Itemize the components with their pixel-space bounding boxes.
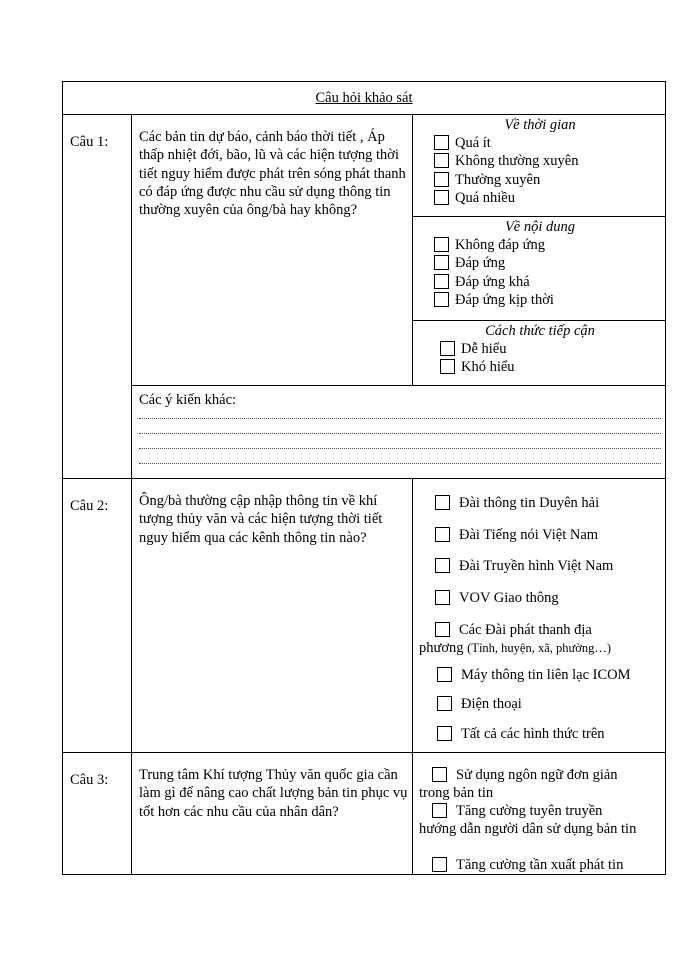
q1-content-section <box>413 218 667 309</box>
access-section-title: Cách thức tiếp cận <box>485 323 595 339</box>
option-ngon-ngu-don-gian[interactable]: Sử dụng ngôn ngữ đơn giản trong bản tin <box>419 767 618 801</box>
checkbox[interactable] <box>440 341 455 356</box>
checkbox[interactable] <box>434 274 449 289</box>
content-section-title: Về nội dung <box>504 219 576 235</box>
option-khong-dap-ung[interactable]: Không đáp ứng <box>434 236 667 254</box>
checkbox[interactable] <box>432 803 447 818</box>
option-may-thong-tin-icom[interactable]: Máy thông tin liên lạc ICOM <box>413 666 667 684</box>
checkbox[interactable] <box>434 172 449 187</box>
q3-number: Câu 3: <box>70 772 109 788</box>
answer-line[interactable] <box>139 463 661 464</box>
checkbox[interactable] <box>434 292 449 307</box>
q2-q3-divider <box>63 752 665 753</box>
checkbox[interactable] <box>435 558 450 573</box>
checkbox[interactable] <box>435 590 450 605</box>
option-dai-truyen-hinh-viet-nam[interactable]: Đài Truyền hình Việt Nam <box>413 557 667 575</box>
answer-line[interactable] <box>139 448 661 449</box>
option-khong-thuong-xuyen[interactable]: Không thường xuyên <box>434 152 667 170</box>
option-dap-ung-kha[interactable]: Đáp ứng khá <box>434 273 667 291</box>
q1-access-section <box>413 322 667 377</box>
checkbox[interactable] <box>437 667 452 682</box>
survey-table <box>62 81 666 875</box>
others-label: Các ý kiến khác: <box>139 392 237 408</box>
title-divider <box>63 114 665 115</box>
checkbox[interactable] <box>437 726 452 741</box>
option-de-hieu[interactable]: Dễ hiểu <box>440 340 667 358</box>
checkbox[interactable] <box>432 767 447 782</box>
option-dap-ung-kip-thoi[interactable]: Đáp ứng kịp thời <box>434 291 667 309</box>
option-kho-hieu[interactable]: Khó hiểu <box>440 358 667 376</box>
checkbox[interactable] <box>435 495 450 510</box>
time-content-divider <box>412 216 665 217</box>
answer-line[interactable] <box>139 418 661 419</box>
checkbox[interactable] <box>434 237 449 252</box>
q1-text: Các bản tin dự báo, cảnh báo thời tiết , Áp thấp nhiệt đới, bão, lũ và các hiện tượng thời tiết nguy hiểm được phát trên sóng phát thanh có đáp ứng được nhu cầu sử dụng thông tin thường xuyên của ông/bà hay không? <box>139 129 406 219</box>
time-section-title: Về thời gian <box>504 117 576 133</box>
option-dap-ung[interactable]: Đáp ứng <box>434 254 667 272</box>
option-dai-thong-tin-duyen-hai[interactable]: Đài thông tin Duyên hải <box>413 494 667 512</box>
checkbox[interactable] <box>434 255 449 270</box>
answer-line[interactable] <box>139 433 661 434</box>
checkbox[interactable] <box>434 153 449 168</box>
checkbox[interactable] <box>434 190 449 205</box>
checkbox[interactable] <box>434 135 449 150</box>
checkbox[interactable] <box>432 857 447 872</box>
q3-text: Trung tâm Khí tượng Thủy văn quốc gia cần làm gì để nâng cao chất lượng bản tin phục vụ tốt hơn các nhu cầu của nhân dân? <box>139 767 408 820</box>
option-qua-nhieu[interactable]: Quá nhiều <box>434 189 667 207</box>
option-tang-cuong-tuyen-truyen[interactable]: Tăng cường tuyên truyền hướng dẫn người dân sử dụng bản tin <box>419 803 637 837</box>
option-dien-thoai[interactable]: Điện thoại <box>413 695 667 713</box>
option-tang-cuong-tan-xuat[interactable]: Tăng cường tần xuất phát tin <box>419 856 665 874</box>
q2-text: Ông/bà thường cập nhập thông tin về khí tượng thủy văn và các hiện tượng thời tiết nguy hiểm qua các kênh thông tin nào? <box>139 493 383 546</box>
q1-number: Câu 1: <box>70 134 109 150</box>
q1-q2-divider <box>63 478 665 479</box>
option-dai-tieng-noi-viet-nam[interactable]: Đài Tiếng nói Việt Nam <box>413 526 667 544</box>
checkbox[interactable] <box>435 527 450 542</box>
checkbox[interactable] <box>440 359 455 374</box>
checkbox[interactable] <box>435 622 450 637</box>
q1-time-section <box>413 116 667 207</box>
q1-others-divider <box>131 385 665 386</box>
option-dai-phat-thanh-dia-phuong[interactable]: Các Đài phát thanh địa phương (Tỉnh, huyện, xã, phường…) <box>419 622 612 656</box>
content-access-divider <box>412 320 665 321</box>
checkbox[interactable] <box>437 696 452 711</box>
survey-title: Câu hỏi khảo sát <box>315 90 413 106</box>
number-column-divider <box>131 114 132 874</box>
option-tat-ca-hinh-thuc[interactable]: Tất cả các hình thức trên <box>413 725 667 743</box>
q2-number: Câu 2: <box>70 498 109 514</box>
option-thuong-xuyen[interactable]: Thường xuyên <box>434 171 667 189</box>
option-qua-it[interactable]: Quá ít <box>434 134 667 152</box>
option-vov-giao-thong[interactable]: VOV Giao thông <box>413 589 667 607</box>
